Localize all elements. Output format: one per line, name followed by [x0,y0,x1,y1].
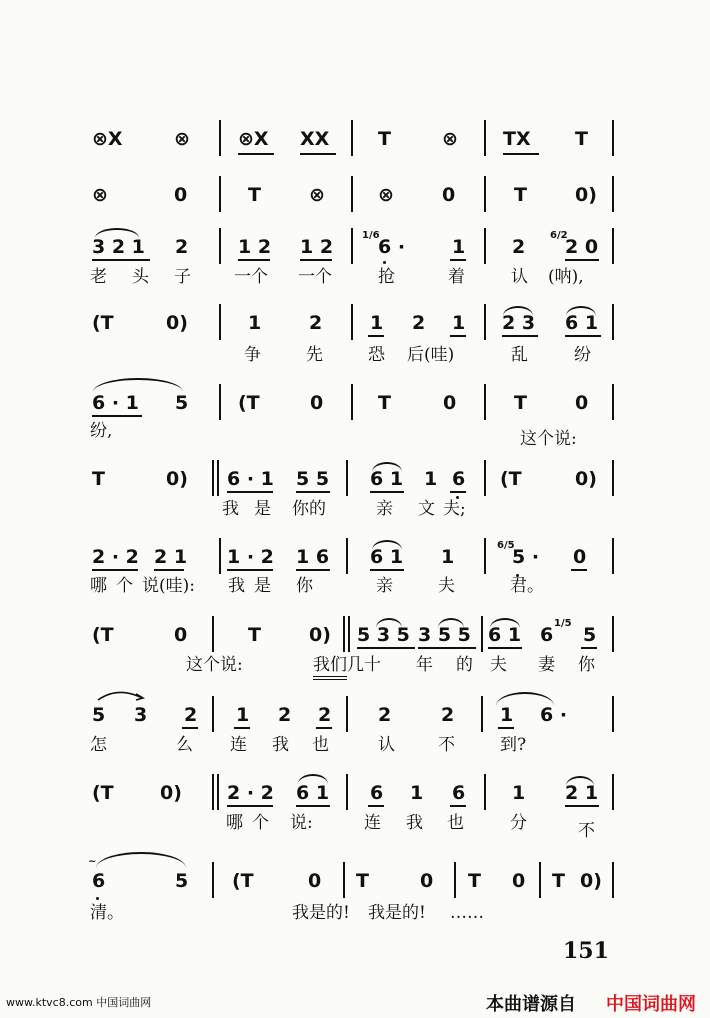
lyric: 君。 [510,576,544,596]
lyric: 是 [254,576,271,596]
lyric: 亲 [376,499,393,519]
beat-underline [565,335,601,337]
note: 5 5 [296,468,330,490]
note: 1 [236,704,250,726]
note: 2 0 [565,236,599,258]
note: 2 [412,312,426,334]
bar-line [212,460,214,496]
percussion-symbol: T [248,184,261,206]
bar-line [484,228,486,264]
beat-underline [498,727,514,729]
bar-line [219,384,221,420]
note: 6 1 [370,546,404,568]
bar-line [346,460,348,496]
lyric: 后(哇) [407,345,455,365]
note: 1 2 [300,236,334,258]
percussion-symbol: ⊗ [378,184,394,206]
lyric: 的 [456,655,473,675]
percussion-symbol: (T [92,782,114,804]
beat-underline [565,805,599,807]
note: 1 [500,704,514,726]
note: 6 [540,624,554,646]
bar-line [351,384,353,420]
lyric: 老 [90,267,107,287]
bar-line [612,120,614,156]
bar-line [212,862,214,898]
percussion-symbol: TX [503,128,531,150]
note: 5 [583,624,597,646]
note: 2 [512,236,526,258]
beat-underline [488,647,522,649]
footer-site-name[interactable]: 中国词曲网 [606,994,696,1015]
note: 1 [248,312,262,334]
percussion-symbol: T [514,392,527,414]
note: 6 1 [488,624,522,646]
note: 1 6 [296,546,330,568]
beat-underline [450,335,466,337]
beat-underline [450,491,466,493]
bar-line [612,176,614,212]
note: 6 · [540,704,568,726]
lyric: 哪 [226,813,243,833]
beat-underline [368,335,384,337]
lyric: 子 [174,267,191,287]
note: 2 [184,704,198,726]
footer-source-url[interactable]: www.ktvc8.com 中国词曲网 [6,996,152,1009]
beat-underline [296,569,330,571]
lyric: 恐 [368,345,385,365]
lyric: 我是的! [368,903,426,923]
octave-dot [383,261,386,264]
slur [93,378,183,392]
bar-line [481,616,483,652]
note: 2 [318,704,332,726]
percussion-symbol: ⊗ [92,184,108,206]
percussion-symbol: (T [92,624,114,646]
percussion-symbol: T [468,870,481,892]
beat-underline [92,415,142,417]
note: 2 · 2 [227,782,274,804]
rest-symbol: 0 [512,870,526,892]
lyric: 这个说: [520,429,577,449]
note: 6 · 1 [92,392,139,414]
percussion-symbol: ⊗ [442,128,458,150]
percussion-symbol: T [356,870,369,892]
lyric: 说: [290,813,313,833]
bar-line [484,460,486,496]
note: 2 [175,236,189,258]
percussion-symbol: ⊗ [174,128,190,150]
bar-line [481,696,483,732]
bar-line [219,176,221,212]
percussion-symbol: ⊗X [92,128,123,150]
rest-symbol: 0 [174,624,188,646]
lyric: 年 [416,655,433,675]
percussion-symbol: T [92,468,105,490]
note: 5 [92,704,106,726]
rest-symbol: 0 [310,392,324,414]
rest-symbol: 0 [442,184,456,206]
lyric: 连 [364,813,381,833]
note: 2 1 [565,782,599,804]
note: 1 [424,468,438,490]
beat-underline [581,647,597,649]
rest-symbol: 0) [575,468,597,490]
beat-underline [92,259,150,261]
percussion-symbol: (T [92,312,114,334]
lyric: 个 [252,813,269,833]
beat-underline [234,727,250,729]
rest-symbol: 0 [420,870,434,892]
lyric: 先 [306,345,323,365]
lyric: 纷 [574,345,591,365]
percussion-symbol: T [378,128,391,150]
percussion-symbol: (T [238,392,260,414]
bar-line [612,304,614,340]
rest-symbol: 0 [308,870,322,892]
beat-underline [154,569,184,571]
beat-underline [418,647,476,649]
lyric: 一个 [234,267,268,287]
note: 6 [452,468,466,490]
lyric: 我 [406,813,423,833]
lyric: 不 [578,821,595,841]
lyric: 我 [228,576,245,596]
percussion-symbol: T [575,128,588,150]
rest-symbol: 0 [443,392,457,414]
lyric: 一个 [298,267,332,287]
percussion-symbol: T [552,870,565,892]
bar-line [217,774,219,810]
bar-line [351,176,353,212]
bar-line [348,616,350,652]
lyric: 我 [222,499,239,519]
lyric: 说(哇): [142,576,195,596]
beat-underline [182,727,198,729]
beat-underline [450,805,466,807]
bar-line [612,696,614,732]
beat-underline [368,805,384,807]
note: 6 [92,870,106,892]
note: 1 [452,236,466,258]
beat-underline [450,259,466,261]
bar-line [343,616,345,652]
lyric: 抢 [378,267,395,287]
lyric-underline [313,676,347,677]
beat-underline [238,259,270,261]
bar-line [612,228,614,264]
bar-line [484,304,486,340]
beat-underline [227,491,273,493]
bar-line [346,774,348,810]
octave-dot [96,897,99,900]
grace-note: 1/5 [554,618,572,629]
note: 6 [370,782,384,804]
lyric: 也 [312,735,329,755]
rest-symbol: 0) [166,468,188,490]
lyric: 妻 [538,655,555,675]
percussion-symbol: XX [300,128,330,150]
bar-line [484,774,486,810]
note: 1 · 2 [227,546,274,568]
note: 6 · 1 [227,468,274,490]
note: 2 [309,312,323,334]
bar-line [343,862,345,898]
beat-underline [370,491,404,493]
note: 3 [134,704,148,726]
bar-line [484,176,486,212]
note: 2 [278,704,292,726]
footer-source-label: 本曲谱源自 [486,994,576,1015]
rest-symbol: 0 [174,184,188,206]
beat-underline [300,153,336,155]
note: 3 2 1 [92,236,145,258]
rest-symbol: 0) [166,312,188,334]
bar-line [484,120,486,156]
bar-line [212,696,214,732]
lyric: 夫 [438,576,455,596]
lyric: 到? [500,735,527,755]
note: 2 · 2 [92,546,139,568]
lyric: 不 [438,735,455,755]
note: 2 [378,704,392,726]
lyric: 是 [254,499,271,519]
lyric: 乱 [511,345,528,365]
bar-line [219,538,221,574]
beat-underline [296,491,330,493]
note: 5 · [512,546,540,568]
lyric-underline [313,679,347,680]
percussion-symbol: ⊗ [309,184,325,206]
bar-line [612,538,614,574]
bar-line [612,616,614,652]
slur [96,852,186,868]
lyric: 你 [296,576,313,596]
note: 3 5 5 [418,624,471,646]
lyric: 着 [448,267,465,287]
lyric: …… [450,903,484,923]
lyric: 清。 [90,903,124,923]
beat-underline [92,569,138,571]
note: 6 1 [565,312,599,334]
note: 1 [410,782,424,804]
note: 1 2 [238,236,272,258]
beat-underline [296,805,330,807]
bar-line [484,538,486,574]
bar-line [612,862,614,898]
lyric: 怎 [90,735,107,755]
bar-line [612,384,614,420]
note: 6 [452,782,466,804]
beat-underline [357,647,415,649]
bar-line [484,384,486,420]
note: 1 [441,546,455,568]
percussion-symbol: (T [500,468,522,490]
note: 2 3 [502,312,536,334]
percussion-symbol: ⊗X [238,128,269,150]
bar-line [212,774,214,810]
grace-note: 6/2 [550,230,568,241]
bar-line [346,538,348,574]
beat-underline [571,569,587,571]
grace-note: 1/6 [362,230,380,241]
note: 2 [441,704,455,726]
bar-line [219,228,221,264]
beat-underline [227,805,273,807]
lyric: 你的 [292,499,326,519]
bar-line [351,120,353,156]
lyric: 亲 [376,576,393,596]
note: 5 [175,392,189,414]
lyric: 我们几十 [313,655,381,675]
beat-underline [503,153,539,155]
percussion-symbol: T [514,184,527,206]
lyric: 哪 [90,576,107,596]
rest-symbol: 0 [573,546,587,568]
beat-underline [502,335,538,337]
note: 2 1 [154,546,188,568]
rest-symbol: 0 [575,392,589,414]
grace-note: 6/5 [497,540,515,551]
page-number: 151 [563,938,609,964]
lyric: 连 [230,735,247,755]
rest-symbol: 0) [160,782,182,804]
lyric: 争 [244,345,261,365]
lyric: 夫; [443,499,466,519]
beat-underline [300,259,332,261]
lyric: 认 [511,267,528,287]
rest-symbol: 0) [580,870,602,892]
note: 1 [370,312,384,334]
bar-line [219,120,221,156]
bar-line [219,304,221,340]
beat-underline [316,727,332,729]
note: 5 [175,870,189,892]
percussion-symbol: (T [232,870,254,892]
trill-mark: ~ [88,856,97,867]
bar-line [351,228,353,264]
lyric: 我是的! [292,903,350,923]
bar-line [212,616,214,652]
lyric: 也 [447,813,464,833]
beat-underline [238,153,274,155]
lyric: 夫 [490,655,507,675]
lyric: 文 [418,499,435,519]
note: 5 3 5 [357,624,410,646]
bar-line [612,460,614,496]
bar-line [351,304,353,340]
note: 1 [452,312,466,334]
bar-line [217,460,219,496]
lyric: 纷, [90,421,113,441]
lyric: 么 [176,735,193,755]
lyric: 这个说: [186,655,243,675]
beat-underline [370,569,404,571]
lyric: (呐), [548,267,584,287]
bar-line [346,696,348,732]
rest-symbol: 0) [309,624,331,646]
lyric: 分 [510,813,527,833]
lyric: 我 [272,735,289,755]
rest-symbol: 0) [575,184,597,206]
note: 6 1 [296,782,330,804]
lyric: 你 [578,655,595,675]
bar-line [539,862,541,898]
lyric: 认 [378,735,395,755]
beat-underline [227,569,273,571]
note: 1 [512,782,526,804]
phrase-arrow [96,686,146,702]
note: 6 · [378,236,406,258]
bar-line [454,862,456,898]
note: 6 1 [370,468,404,490]
percussion-symbol: T [248,624,261,646]
lyric: 头 [132,267,149,287]
lyric: 个 [116,576,133,596]
bar-line [612,774,614,810]
beat-underline [565,259,599,261]
percussion-symbol: T [378,392,391,414]
